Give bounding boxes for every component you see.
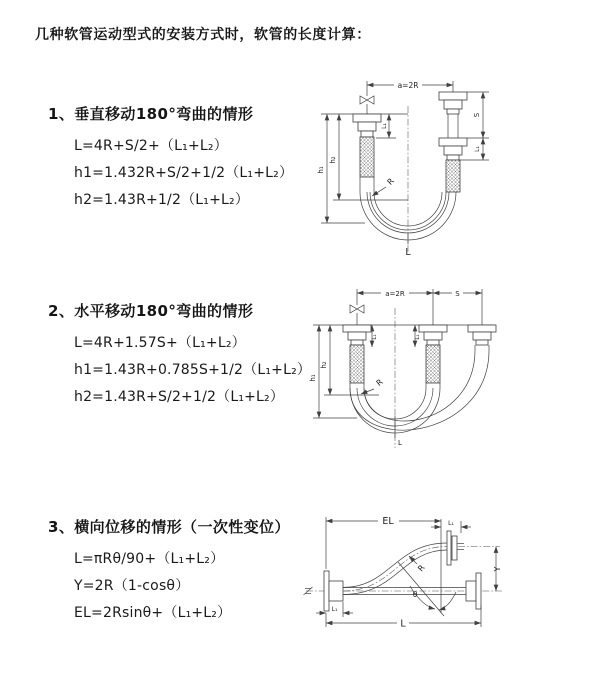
- dim-label-el: EL: [382, 516, 394, 527]
- valve-icon: [350, 305, 364, 325]
- label-length: L: [405, 247, 411, 258]
- dim-label-l1-right: L₁: [474, 146, 481, 152]
- dim-label-l1-mid: L₁: [415, 334, 421, 340]
- section-1-formulas: [48, 133, 293, 214]
- formula-y: Y=2R（1-cosθ）: [74, 578, 190, 594]
- formula-l: L=4R+1.57S+（L₁+L₂）: [74, 335, 246, 351]
- dim-label-h2: h₂: [329, 156, 337, 164]
- left-hose-fitting: [343, 325, 371, 383]
- braided-hose: [426, 345, 440, 383]
- dimension-lines: [316, 517, 496, 627]
- diagram-2-drawing: [305, 280, 515, 460]
- diagram-3-drawing: [298, 505, 513, 640]
- hose-u-bend-positions: [350, 350, 489, 438]
- dim-label-s: S: [455, 290, 460, 298]
- section-3-heading: 3、横向位移的情形（一次性变位）: [48, 518, 290, 536]
- formula-el: EL=2Rsinθ+（L₁+L₂）: [74, 605, 232, 621]
- left-flange-fitting: [324, 571, 343, 611]
- label-bend-radius: R: [374, 377, 385, 388]
- left-hose-fitting: [353, 114, 381, 177]
- braided-hose: [350, 345, 364, 383]
- diagram-horizontal-180-bend: [305, 280, 515, 460]
- dim-label-l1-left: L₁: [372, 334, 378, 340]
- section-2-formulas: [48, 330, 311, 411]
- right-hose-fitting: [468, 325, 496, 350]
- dim-label-a2r: a=2R: [385, 290, 405, 298]
- right-flange-fitting: [466, 573, 481, 609]
- section-horizontal-movement: [48, 301, 311, 411]
- formula-h1: h1=1.43R+0.785S+1/2（L₁+L₂）: [74, 362, 312, 378]
- section-lateral-displacement: [48, 517, 290, 627]
- section-1-heading: 1、垂直移动180°弯曲的情形: [48, 105, 254, 123]
- label-bend-radius: R: [416, 563, 427, 574]
- formula-h1: h1=1.432R+S/2+1/2（L₁+L₂）: [74, 165, 294, 181]
- formula-h2: h2=1.43R+1/2（L₁+L₂）: [74, 192, 250, 208]
- diagram-1-drawing: [305, 70, 515, 258]
- dim-label-l1-bottom: L₁: [331, 606, 338, 613]
- section-vertical-movement: [48, 104, 293, 214]
- middle-hose-fitting: [419, 325, 447, 383]
- dim-label-y: Y: [493, 566, 502, 572]
- formula-l: L=πRθ/90+（L₁+L₂）: [74, 551, 225, 567]
- hose-displaced-position: [343, 543, 447, 595]
- label-bend-radius: R: [385, 176, 396, 187]
- formula-h2: h2=1.43R+S/2+1/2（L₁+L₂）: [74, 389, 285, 405]
- dim-label-h2: h₂: [320, 361, 328, 369]
- braided-hose: [446, 160, 460, 192]
- dim-label-h1: h₁: [309, 374, 317, 382]
- section-2-heading: 2、水平移动180°弯曲的情形: [48, 302, 254, 320]
- upper-flange-fitting: [447, 531, 464, 565]
- braided-hose: [360, 137, 374, 177]
- formula-l: L=4R+S/2+（L₁+L₂）: [74, 138, 228, 154]
- radius-leader-arrow: [361, 389, 374, 394]
- dimension-lines: [313, 289, 495, 418]
- dim-label-l: L: [400, 618, 406, 630]
- page-title: 几种软管运动型式的安装方式时，软管的长度计算：: [35, 27, 371, 43]
- dim-label-s: S: [473, 112, 481, 118]
- dim-label-h1: h₁: [317, 166, 325, 174]
- label-length: L: [398, 439, 402, 447]
- dimension-lines: [321, 81, 489, 223]
- section-3-formulas: [48, 546, 290, 627]
- dim-label-a2r: a=2R: [397, 81, 419, 90]
- dim-label-l1-top: L₁: [448, 520, 454, 527]
- diagram-vertical-180-bend: [305, 70, 515, 258]
- diagram-lateral-displacement: [298, 505, 513, 640]
- label-theta: θ: [412, 590, 418, 599]
- dim-label-l1-left: L₁: [381, 123, 388, 129]
- right-pipe-fitting: [439, 92, 467, 192]
- valve-icon: [360, 96, 374, 114]
